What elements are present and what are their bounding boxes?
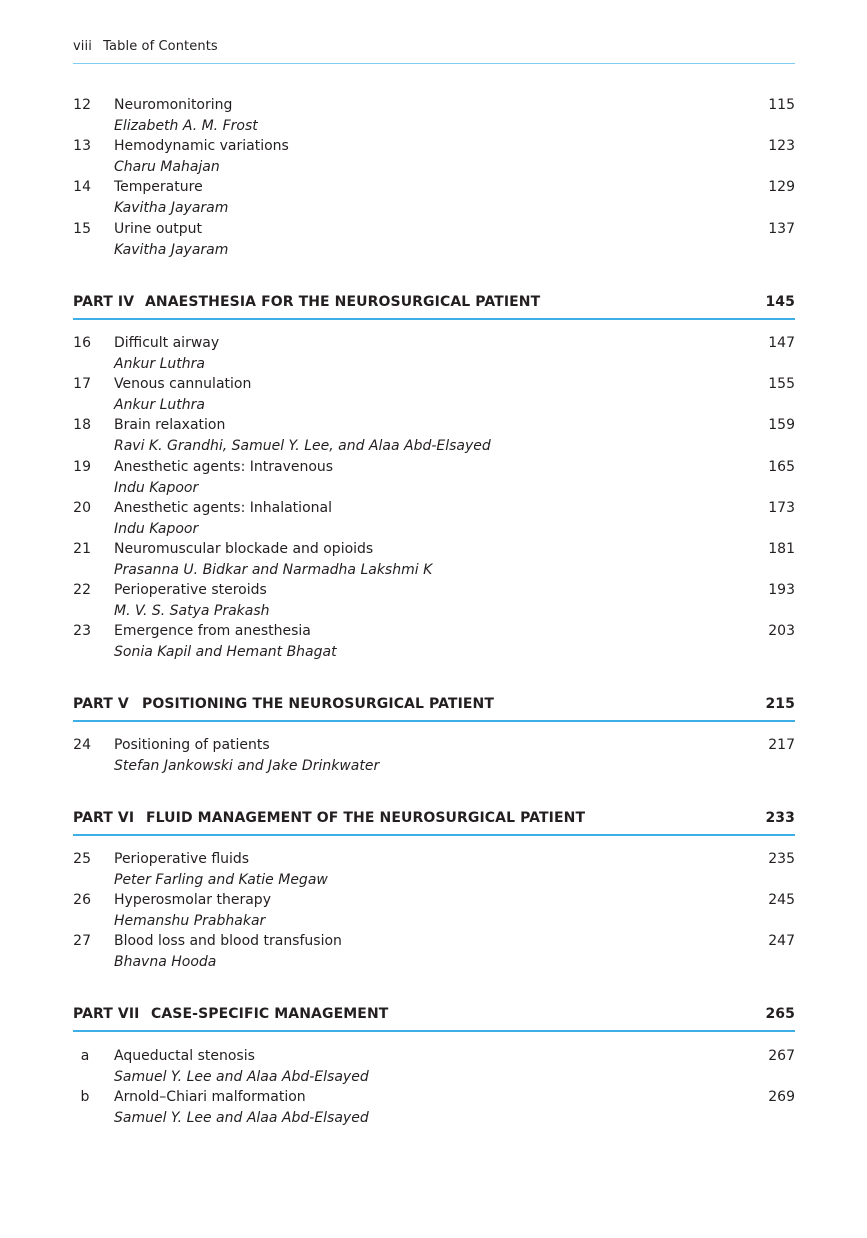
chapter-list <box>73 851 795 975</box>
chapter-authors: Ravi K. Grandhi, Samuel Y. Lee, and Alaa Abd-Elsayed <box>114 438 491 455</box>
part-heading[interactable] <box>73 1000 795 1032</box>
chapter-number: 20 <box>73 499 91 516</box>
chapter-page: 235 <box>768 851 795 867</box>
chapter-title: Perioperative steroids <box>114 582 267 599</box>
running-head-title: Table of Contents <box>103 39 218 54</box>
chapter-page: 217 <box>768 737 795 753</box>
chapter-authors: Charu Mahajan <box>114 159 220 176</box>
part-page: 215 <box>765 696 795 712</box>
chapter-list <box>73 737 795 778</box>
chapter-title: Brain relaxation <box>114 417 226 434</box>
toc-entry[interactable] <box>73 500 795 541</box>
toc-part-vii <box>73 1000 795 1130</box>
chapter-title: Neuromonitoring <box>114 97 233 113</box>
chapter-title: Anesthetic agents: Inhalational <box>114 499 332 516</box>
part-page: 145 <box>765 294 795 310</box>
chapter-number: 23 <box>73 623 91 640</box>
part-title: POSITIONING THE NEUROSURGICAL PATIENT <box>142 696 495 712</box>
chapter-number: b <box>80 1089 90 1106</box>
chapter-authors: M. V. S. Satya Prakash <box>114 603 270 620</box>
chapter-authors: Ankur Luthra <box>114 397 206 414</box>
chapter-authors: Kavitha Jayaram <box>114 241 229 258</box>
toc-part-v <box>73 690 795 778</box>
chapter-page: 247 <box>768 933 795 950</box>
toc-entry[interactable] <box>73 851 795 892</box>
running-head <box>73 39 218 54</box>
chapter-list <box>73 97 795 262</box>
chapter-authors: Samuel Y. Lee and Alaa Abd-Elsayed <box>114 1069 369 1085</box>
chapter-title: Urine output <box>114 220 203 237</box>
part-heading[interactable] <box>73 288 795 320</box>
toc-entry[interactable] <box>73 582 795 623</box>
chapter-authors: Peter Farling and Katie Megaw <box>114 872 328 888</box>
chapter-number: 25 <box>73 851 91 867</box>
chapter-authors: Ankur Luthra <box>114 356 206 372</box>
chapter-page: 269 <box>768 1089 795 1106</box>
chapter-title: Arnold–Chiari malformation <box>114 1089 306 1106</box>
chapter-authors: Kavitha Jayaram <box>114 200 229 217</box>
toc-section-continued <box>73 97 795 262</box>
chapter-page: 147 <box>768 335 795 351</box>
header-rule <box>73 63 795 64</box>
toc-entry[interactable] <box>73 376 795 417</box>
toc-entry[interactable] <box>73 541 795 582</box>
part-title: ANAESTHESIA FOR THE NEUROSURGICAL PATIENT <box>145 294 541 310</box>
chapter-page: 159 <box>768 417 795 434</box>
chapter-authors: Elizabeth A. M. Frost <box>114 118 258 134</box>
chapter-page: 155 <box>768 376 795 393</box>
toc-entry[interactable] <box>73 737 795 778</box>
chapter-page: 173 <box>768 499 795 516</box>
chapter-number: 14 <box>73 179 91 196</box>
chapter-authors: Samuel Y. Lee and Alaa Abd-Elsayed <box>114 1110 369 1127</box>
part-heading[interactable] <box>73 804 795 836</box>
chapter-authors: Sonia Kapil and Hemant Bhagat <box>114 644 337 661</box>
chapter-page: 267 <box>768 1048 795 1064</box>
toc-part-iv <box>73 288 795 665</box>
chapter-page: 137 <box>768 220 795 237</box>
chapter-number: 15 <box>73 220 91 237</box>
chapter-number: 18 <box>73 417 91 434</box>
part-page: 265 <box>765 1006 795 1022</box>
part-page: 233 <box>765 810 795 826</box>
chapter-title: Emergence from anesthesia <box>114 623 311 640</box>
chapter-list <box>73 335 795 665</box>
part-label: PART VI <box>73 810 135 826</box>
toc-entry[interactable] <box>73 138 795 179</box>
toc-entry[interactable] <box>73 933 795 974</box>
chapter-authors: Hemanshu Prabhakar <box>114 913 266 930</box>
toc-entry[interactable] <box>73 179 795 220</box>
part-label: PART V <box>73 696 129 712</box>
chapter-title: Positioning of patients <box>114 737 270 753</box>
chapter-authors: Bhavna Hooda <box>114 954 217 971</box>
chapter-title: Anesthetic agents: Intravenous <box>114 458 334 475</box>
toc-entry[interactable] <box>73 1089 795 1130</box>
chapter-authors: Prasanna U. Bidkar and Narmadha Lakshmi K <box>114 561 433 578</box>
toc-entry[interactable] <box>73 459 795 500</box>
chapter-page: 203 <box>768 623 795 640</box>
chapter-title: Hemodynamic variations <box>114 138 289 155</box>
chapter-list <box>73 1048 795 1130</box>
toc-entry[interactable] <box>73 892 795 933</box>
chapter-number: 17 <box>73 376 91 393</box>
chapter-title: Neuromuscular blockade and opioids <box>114 540 374 557</box>
chapter-number: a <box>80 1048 90 1064</box>
chapter-title: Aqueductal stenosis <box>114 1048 255 1064</box>
chapter-authors: Stefan Jankowski and Jake Drinkwater <box>114 758 380 774</box>
part-label: PART IV <box>73 294 135 310</box>
chapter-title: Difficult airway <box>114 335 220 351</box>
chapter-authors: Indu Kapoor <box>114 479 199 496</box>
chapter-authors: Indu Kapoor <box>114 520 199 537</box>
chapter-page: 245 <box>768 892 795 909</box>
chapter-page: 123 <box>768 138 795 155</box>
chapter-page: 193 <box>768 582 795 599</box>
toc-entry[interactable] <box>73 97 795 138</box>
chapter-number: 27 <box>73 933 91 950</box>
toc-entry[interactable] <box>73 1048 795 1089</box>
toc-part-vi <box>73 804 795 975</box>
chapter-number: 19 <box>73 458 91 475</box>
chapter-page: 165 <box>768 458 795 475</box>
chapter-page: 181 <box>768 540 795 557</box>
chapter-title: Hyperosmolar therapy <box>114 892 271 909</box>
page-folio: viii <box>73 39 92 54</box>
toc-entry[interactable] <box>73 623 795 664</box>
toc-entry[interactable] <box>73 417 795 458</box>
part-label: PART VII <box>73 1006 140 1022</box>
chapter-number: 22 <box>73 582 91 599</box>
chapter-title: Perioperative fluids <box>114 851 250 867</box>
chapter-title: Temperature <box>114 179 203 196</box>
chapter-number: 26 <box>73 892 91 909</box>
chapter-title: Venous cannulation <box>114 376 252 393</box>
part-heading[interactable] <box>73 690 795 722</box>
chapter-page: 129 <box>768 179 795 196</box>
toc-entry[interactable] <box>73 221 795 262</box>
chapter-title: Blood loss and blood transfusion <box>114 933 342 950</box>
chapter-number: 21 <box>73 540 91 557</box>
chapter-number: 16 <box>73 335 91 351</box>
part-title: FLUID MANAGEMENT OF THE NEUROSURGICAL PATIENT <box>146 810 586 826</box>
chapter-page: 115 <box>768 97 795 113</box>
chapter-number: 13 <box>73 138 91 155</box>
chapter-number: 12 <box>73 97 91 113</box>
toc-entry[interactable] <box>73 335 795 376</box>
chapter-number: 24 <box>73 737 91 753</box>
part-title: CASE-SPECIFIC MANAGEMENT <box>151 1006 389 1022</box>
